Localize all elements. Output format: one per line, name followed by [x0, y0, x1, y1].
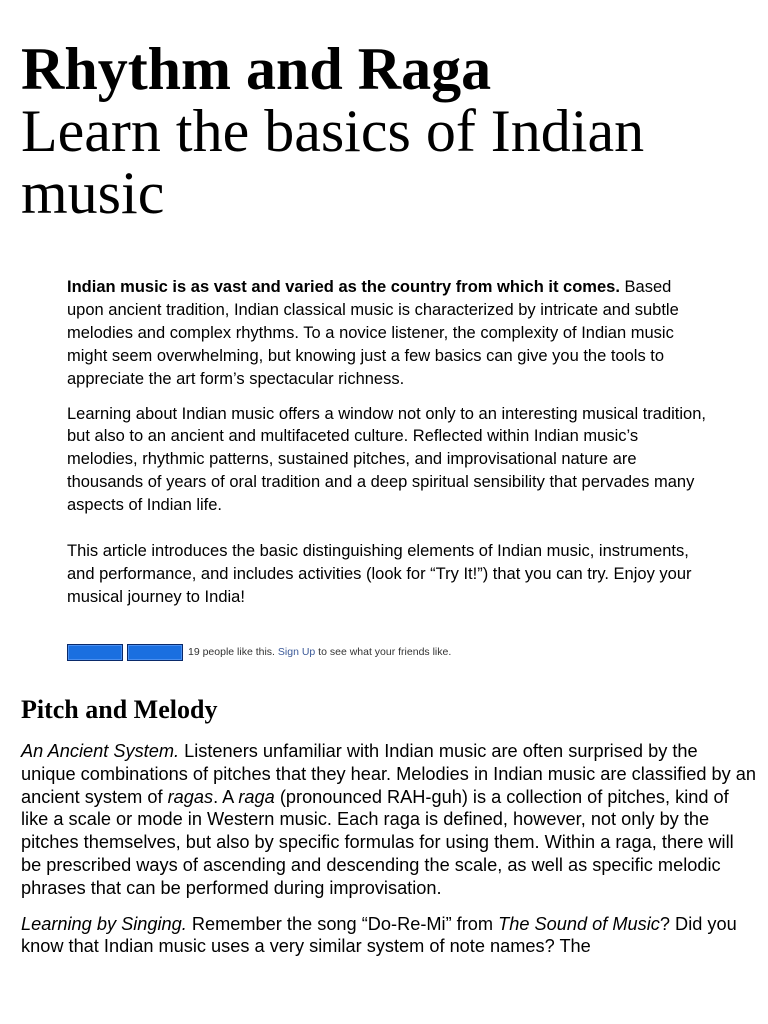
ancient-system-label: An Ancient System. — [21, 741, 180, 761]
intro-paragraph-2: Learning about Indian music offers a window not only to an interesting musical tradition, but also to an ancient and multifaceted culture. Reflected within Indian music’s melodies, rhythmic patterns, sustained pitches, and improvisational nature are thousands of years of oral tradition and a deep spiritual sensibility that pervades many aspects of Indian life. — [67, 404, 706, 515]
share-button[interactable] — [127, 644, 183, 661]
intro-paragraph-1-text: Based upon ancient tradition, Indian classical music is characterized by intricate and subtle melodies and complex rhythms. To a novice listener, the complexity of Indian music might seem overwhelming, but knowing just a few basics can give you the tools to appreciate the art form’s spectacular richness. — [67, 278, 679, 388]
para2-text-b: ? Did you know that Indian music uses a very similar system of note names? The — [21, 913, 737, 957]
title-subtitle: Learn the basics of Indian music — [21, 98, 645, 226]
like-count: 19 people like this. — [188, 646, 275, 658]
intro-paragraph-3: This article introduces the basic distinguishing elements of Indian music, instruments, and performance, and includes activities (look for “Try It!”) that you can try. Enjoy your musical journey to India! — [67, 542, 692, 606]
ragas-term: ragas — [167, 786, 214, 807]
pitch-paragraph-1 — [21, 740, 756, 900]
facebook-like-bar — [67, 643, 451, 661]
intro-paragraph-1 — [67, 276, 707, 391]
intro-section — [67, 276, 707, 609]
like-count-text — [188, 646, 451, 658]
section-heading-pitch-melody: Pitch and Melody — [21, 695, 218, 724]
raga-term: raga — [238, 786, 275, 807]
para1-text-a: Listeners unfamiliar with Indian music are often surprised by the unique combinations of pitches that they hear. Melodies in Indian music are classified by an ancient system of — [21, 741, 756, 807]
like-button[interactable] — [67, 644, 123, 661]
para2-text-a: Remember the song “Do-Re-Mi” from — [186, 913, 499, 934]
para1-text-b: . A — [213, 786, 239, 807]
learning-by-singing-label: Learning by Singing. — [21, 913, 187, 934]
pitch-paragraph-2 — [21, 913, 756, 959]
like-suffix: to see what your friends like. — [315, 646, 452, 658]
sound-of-music-title: The Sound of Music — [498, 913, 660, 934]
signup-link[interactable]: Sign Up — [277, 646, 316, 658]
para1-text-c: (pronounced RAH-guh) is a collection of pitches, kind of like a scale or mode in Western music. Each raga is defined, however, not only by the pitches themselves, but also by specific formulas for using them. Within a raga, there will be prescribed ways of ascending and descending the scale, as well as specific melodic phrases that can be performed during improvisation. — [21, 786, 734, 898]
page-title — [21, 38, 761, 224]
intro-lead-bold: Indian music is as vast and varied as the country from which it comes. — [67, 278, 620, 296]
section-body — [21, 740, 756, 958]
title-main: Rhythm and Raga — [21, 36, 492, 102]
